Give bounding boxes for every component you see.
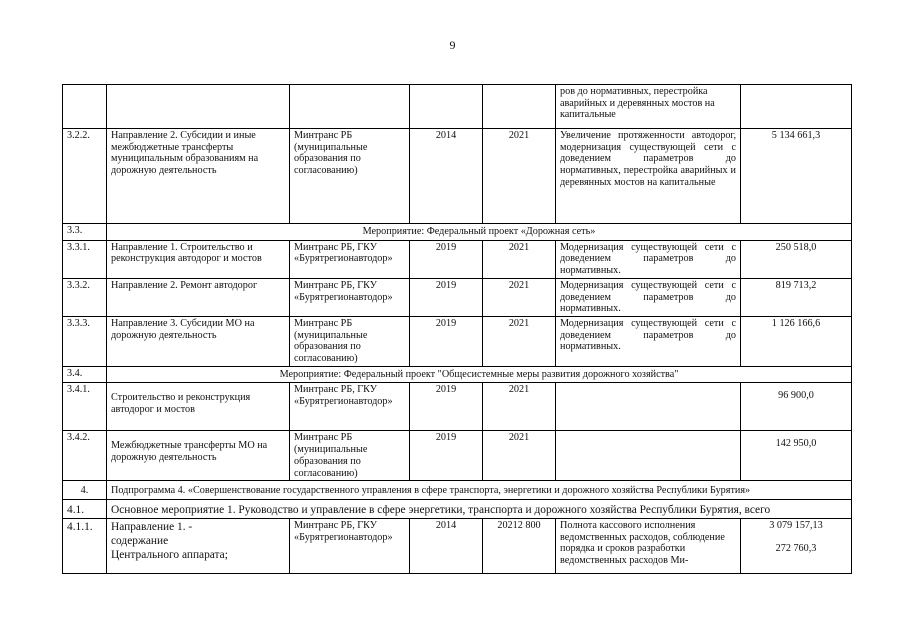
activity-name: Направление 1. - содержание Центрального аппарата; — [107, 518, 290, 573]
funding-amount: 819 713,2 — [741, 278, 852, 316]
executor: Минтранс РБ, ГКУ «Бурятрегионавтодор» — [290, 240, 410, 278]
executor: Минтранс РБ (муниципальные образования по согласованию) — [290, 316, 410, 366]
section-row-4-1 — [63, 499, 852, 518]
expected-result — [556, 383, 741, 431]
section-row-4 — [63, 481, 852, 500]
expected-result — [556, 431, 741, 481]
section-number: 3.4. — [63, 366, 107, 383]
executor: Минтранс РБ (муниципальные образования по согласованию) — [290, 129, 410, 224]
row-number: 3.2.2. — [63, 129, 107, 224]
funding-amount-cell — [741, 518, 852, 573]
end-year: 2021 — [483, 431, 556, 481]
section-number: 4.1. — [63, 499, 107, 518]
start-year: 2019 — [410, 278, 483, 316]
activity-name: Направление 2. Ремонт автодорог — [107, 278, 290, 316]
row-number: 3.3.2. — [63, 278, 107, 316]
start-year: 2014 — [410, 129, 483, 224]
program-activities-table — [62, 84, 852, 574]
row-number: 3.4.1. — [63, 383, 107, 431]
row-number: 4.1.1. — [63, 518, 107, 573]
table-row-continuation — [63, 85, 852, 129]
end-year: 20212 800 — [483, 518, 556, 573]
expected-result: Полнота кассового исполнения ведомственных расходов, соблюдение порядка и сроков разработки ведомственных расходов Ми- — [556, 518, 741, 573]
expected-result: Модернизация существующей сети с доведением параметров до нормативных. — [556, 278, 741, 316]
start-year: 2014 — [410, 518, 483, 573]
end-year: 2021 — [483, 129, 556, 224]
end-year: 2021 — [483, 383, 556, 431]
table-row-3-3-2 — [63, 278, 852, 316]
result-cell: ров до нормативных, перестройка аварийных и деревянных мостов на капитальные — [556, 85, 741, 129]
end-year: 2021 — [483, 316, 556, 366]
section-title: Подпрограмма 4. «Совершенствование государственного управления в сфере транспорта, энергетики и дорожного хозяйства Республики Бурятия» — [107, 481, 852, 500]
activity-name: Направление 3. Субсидии МО на дорожную деятельность — [107, 316, 290, 366]
funding-amount-central-apparatus: 272 760,3 — [775, 542, 817, 554]
funding-amount: 142 950,0 — [741, 431, 852, 481]
start-year: 2019 — [410, 431, 483, 481]
expected-result: Увеличение протяженности автодорог, модернизация существующей сети с доведением параметров до нормативных, перестройка аварийных и деревянных мостов на капитальные — [556, 129, 741, 224]
section-number: 3.3. — [63, 224, 107, 241]
table-row-3-4-2 — [63, 431, 852, 481]
table-row-3-2-2 — [63, 129, 852, 224]
executor: Минтранс РБ, ГКУ «Бурятрегионавтодор» — [290, 383, 410, 431]
row-number: 3.3.1. — [63, 240, 107, 278]
table-row-3-4-1 — [63, 383, 852, 431]
table-row-3-3-1 — [63, 240, 852, 278]
activity-name: Межбюджетные трансферты МО на дорожную деятельность — [107, 431, 290, 481]
section-title: Мероприятие: Федеральный проект «Дорожная сеть» — [107, 224, 852, 241]
activity-name: Направление 1. Строительство и реконструкция автодорог и мостов — [107, 240, 290, 278]
section-number: 4. — [63, 481, 107, 500]
start-year: 2019 — [410, 383, 483, 431]
section-row-3-3 — [63, 224, 852, 241]
start-year: 2019 — [410, 240, 483, 278]
executor: Минтранс РБ, ГКУ «Бурятрегионавтодор» — [290, 518, 410, 573]
activity-name: Строительство и реконструкция автодорог и мостов — [107, 383, 290, 431]
funding-amount: 96 900,0 — [741, 383, 852, 431]
start-year: 2019 — [410, 316, 483, 366]
row-number: 3.4.2. — [63, 431, 107, 481]
table-row-4-1-1 — [63, 518, 852, 573]
funding-amount-total: 3 079 157,13 — [769, 519, 823, 531]
table-row-3-3-3 — [63, 316, 852, 366]
end-year: 2021 — [483, 240, 556, 278]
section-title: Мероприятие: Федеральный проект "Общесистемные меры развития дорожного хозяйства" — [107, 366, 852, 383]
section-row-3-4 — [63, 366, 852, 383]
funding-amount: 1 126 166,6 — [741, 316, 852, 366]
row-number: 3.3.3. — [63, 316, 107, 366]
executor: Минтранс РБ, ГКУ «Бурятрегионавтодор» — [290, 278, 410, 316]
funding-amount: 250 518,0 — [741, 240, 852, 278]
page-number: 9 — [449, 38, 456, 52]
expected-result: Модернизация существующей сети с доведением параметров до нормативных. — [556, 316, 741, 366]
end-year: 2021 — [483, 278, 556, 316]
funding-amount: 5 134 661,3 — [741, 129, 852, 224]
activity-name: Направление 2. Субсидии и иные межбюджетные трансферты муниципальным образованиям на дорожную деятельность — [107, 129, 290, 224]
executor: Минтранс РБ (муниципальные образования по согласованию) — [290, 431, 410, 481]
expected-result: Модернизация существующей сети с доведением параметров до нормативных. — [556, 240, 741, 278]
section-title: Основное мероприятие 1. Руководство и управление в сфере энергетики, транспорта и дорожного хозяйства Республики Бурятия, всего — [107, 499, 852, 518]
